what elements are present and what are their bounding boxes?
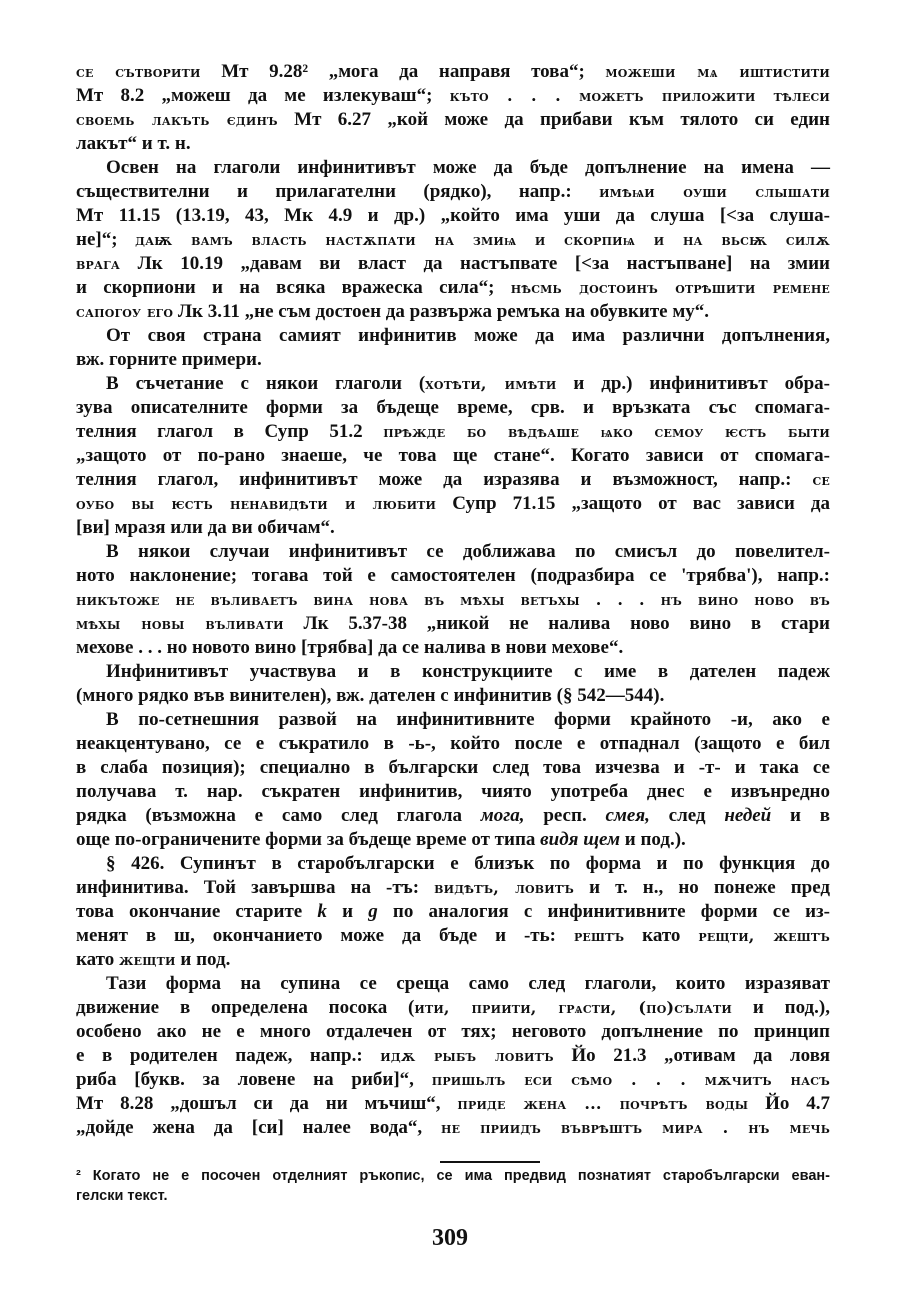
text-line [76, 708, 830, 732]
text-line [76, 132, 830, 156]
text-line [76, 756, 830, 780]
text-segment: зува описателните форми за бъдеще време, срв. и връзката със спомага- [76, 397, 830, 418]
text-segment: и скорпиони и на всяка вражеска сила“; [76, 277, 511, 298]
text-segment: § 426. Супинът в старобългарски е близък по форма и по функция до [106, 853, 830, 874]
text-segment: Йо 4.7 [748, 1093, 831, 1114]
text-segment: и в [771, 805, 830, 826]
text-segment: лакът“ и т. н. [76, 133, 191, 154]
text-segment: От своя страна самият инфинитив може да има различни допълнения, [106, 325, 830, 346]
text-segment: Мт 9.28² „мога да направя това“; [200, 61, 606, 82]
text-segment: Мт 8.2 „можеш да ме излекуваш“; [76, 85, 450, 106]
text-line [76, 684, 830, 708]
text-segment: респ. [524, 805, 606, 826]
old-bulgarian-quote: ити, приити, грѧсти, (по)сълати [414, 998, 733, 1017]
text-line [76, 396, 830, 420]
text-line [76, 540, 830, 564]
text-line [76, 948, 830, 972]
text-line [76, 876, 830, 900]
text-segment: и [326, 901, 369, 922]
text-segment: след [649, 805, 725, 826]
text-segment: Супр 71.15 „защото от вас зависи да [436, 493, 830, 514]
text-segment: особено ако не е много отдалечен от тях; неговото допълнение по принцип [76, 1021, 830, 1042]
text-line [76, 660, 830, 684]
text-line [76, 444, 830, 468]
old-bulgarian-quote: видѣтъ, ловитъ [434, 878, 574, 897]
old-bulgarian-quote: врага [76, 254, 121, 273]
old-bulgarian-quote: можеши мѧ иштистити [605, 62, 831, 81]
old-bulgarian-quote: се сътворити [76, 62, 201, 81]
text-line [76, 852, 830, 876]
old-bulgarian-quote: рещти, жештъ [698, 926, 830, 945]
text-segment: инфинитива. Той завършва на -тъ: [76, 877, 435, 898]
text-line [76, 204, 830, 228]
footnote [76, 1166, 830, 1206]
text-segment: Лк 3.11 „не съм достоен да развържа ремъка на обувките му“. [173, 301, 710, 322]
text-line [76, 300, 830, 324]
old-bulgarian-quote: идѫ рыбъ ловитъ [380, 1046, 554, 1065]
text-segment: [ви] мразя или да ви обичам“. [76, 517, 335, 538]
text-line [76, 972, 830, 996]
text-segment: Инфинитивът участвува и в конструкциите с име в дателен падеж [106, 661, 830, 682]
text-line [76, 564, 830, 588]
text-segment: рядка (възможна е само след глагола [76, 805, 481, 826]
text-segment: мехове . . . но новото вино [трябва] да се налива в нови мехове“. [76, 637, 624, 658]
text-segment: и др.) инфинитивът обра- [556, 373, 831, 394]
text-segment: Тази форма на супина се среща само след глаголи, които изразяват [106, 973, 830, 994]
text-line [76, 228, 830, 252]
text-segment: Мт 8.28 „дошъл си да ни мъчиш“, [76, 1093, 458, 1114]
text-segment: менят в ш, окончанието може да бъде и -ть: [76, 925, 574, 946]
text-segment: телния глагол, инфинитивът може да изразява и възможност, напр.: [76, 469, 813, 490]
text-segment: „дойде жена да [си] налее вода“, [76, 1117, 441, 1138]
text-line [76, 516, 830, 540]
text-segment: като [76, 949, 120, 970]
text-segment: това окончание старите [76, 901, 318, 922]
text-segment: Лк 10.19 „давам ви власт да настъпвате [<за настъпване] на змии [120, 253, 830, 274]
text-line [76, 900, 830, 924]
text-line [76, 324, 830, 348]
text-line [76, 780, 830, 804]
text-segment: по аналогия с инфинитивните форми се из- [377, 901, 830, 922]
text-segment: като [624, 925, 699, 946]
text-line [76, 1044, 830, 1068]
text-segment: Лк 5.37-38 „никой не налива ново вино в стари [283, 613, 830, 634]
text-line [76, 156, 830, 180]
text-line [76, 924, 830, 948]
text-segment: „защото от по-рано знаеше, че това ще стане“. Когато зависи от спомага- [76, 445, 830, 466]
text-line [76, 180, 830, 204]
text-segment: ² Когато не е посочен отделният ръкопис, се има предвид познатият старобългарски еван- [76, 1168, 830, 1184]
text-segment: ното наклонение; тогава той е самостоятелен (подразбира се 'трябва'), напр.: [76, 565, 830, 586]
italic-term: мога, [480, 805, 525, 826]
old-bulgarian-quote: даѭ вамъ власть настѫпати на змиѩ и скорпиѩ и на вьсѭ силѫ [135, 230, 830, 249]
old-bulgarian-quote: нѣсмь достоинъ отрѣшити ремене [510, 278, 830, 297]
italic-term: недей [724, 805, 772, 826]
text-line [76, 1020, 830, 1044]
old-bulgarian-quote: пришьлъ еси сѣмо . . . мѫчитъ насъ [431, 1070, 830, 1089]
italic-term: видя щем [540, 829, 620, 850]
old-bulgarian-quote: жещти [119, 950, 176, 969]
text-segment: Мт 6.27 „кой може да прибави към тялото си един [277, 109, 830, 130]
text-segment: и под.), [732, 997, 830, 1018]
text-segment: В някои случаи инфинитивът се доближава по смисъл до повелител- [106, 541, 830, 562]
italic-term: g [368, 901, 378, 922]
old-bulgarian-quote: не приидъ въврѣштъ мира . нъ мечь [441, 1118, 830, 1137]
text-line [76, 1116, 830, 1140]
footnote-divider [440, 1161, 540, 1163]
text-segment: неакцентувано, се е съкратило в -ь-, който после е отпаднал (защото е бил [76, 733, 830, 754]
old-bulgarian-quote: сапогоу его [76, 302, 174, 321]
text-line [76, 732, 830, 756]
old-bulgarian-quote: никътоже не въливаетъ вина нова въ мѣхы ветъхы . . . нъ вино ново въ [76, 590, 830, 609]
text-line [76, 276, 830, 300]
old-bulgarian-quote: се [812, 470, 830, 489]
text-segment: и под.). [620, 829, 686, 850]
text-line [76, 60, 830, 84]
old-bulgarian-quote: мѣхы новы въливати [76, 614, 284, 633]
text-segment: Мт 11.15 (13.19, 43, Мк 4.9 и др.) „който има уши да слуша [<за слуша- [76, 205, 830, 226]
italic-term: k [317, 901, 327, 922]
text-segment: и т. н., но понеже пред [574, 877, 830, 898]
text-segment: Освен на глаголи инфинитивът може да бъде допълнение на имена — [106, 157, 830, 178]
text-segment: движение в определена посока ( [76, 997, 415, 1018]
page-number: 309 [432, 1225, 468, 1251]
old-bulgarian-quote: имѣѩи оуши слышати [599, 182, 830, 201]
text-line [76, 1166, 830, 1186]
text-line [76, 84, 830, 108]
text-line [76, 1068, 830, 1092]
text-segment: Йо 21.3 „отивам да ловя [553, 1045, 830, 1066]
text-line [76, 1186, 830, 1206]
text-line [76, 108, 830, 132]
text-segment: В по-сетнешния развой на инфинитивните форми крайното -и, ако е [106, 709, 830, 730]
text-segment: вж. горните примери. [76, 349, 262, 370]
text-segment: телния глагол в Супр 51.2 [76, 421, 384, 442]
text-segment: (много рядко във винителен), вж. дателен с инфинитив (§ 542—544). [76, 685, 665, 706]
text-line [76, 612, 830, 636]
text-segment: В съчетание с някои глаголи ( [106, 373, 426, 394]
text-segment: е в родителен падеж, напр.: [76, 1045, 381, 1066]
old-bulgarian-quote: хотѣти, имѣти [425, 374, 557, 393]
old-bulgarian-quote: прѣжде бо вѣдѣаше ѩко семоу ѥстъ быти [383, 422, 831, 441]
text-line [76, 996, 830, 1020]
text-line [76, 468, 830, 492]
text-line [76, 1092, 830, 1116]
text-line [76, 804, 830, 828]
text-line [76, 588, 830, 612]
text-line [76, 828, 830, 852]
body-text [76, 60, 830, 1140]
text-segment: гелски текст. [76, 1188, 168, 1204]
text-line [76, 252, 830, 276]
text-line [76, 348, 830, 372]
italic-term: смея, [605, 805, 650, 826]
text-line [76, 492, 830, 516]
text-line [76, 636, 830, 660]
old-bulgarian-quote: рештъ [573, 926, 625, 945]
text-segment: получава т. нар. съкратен инфинитив, чиято употреба днес е извънредно [76, 781, 830, 802]
text-segment: и под. [175, 949, 231, 970]
text-segment: съществителни и прилагателни (рядко), напр.: [76, 181, 600, 202]
old-bulgarian-quote: своемь лакъть єдинъ [76, 110, 278, 129]
old-bulgarian-quote: приде жена ... почрѣтъ воды [457, 1094, 749, 1113]
text-segment: риба [букв. за ловене на риби]“, [76, 1069, 432, 1090]
text-segment: в слаба позиция); специално в български след това изчезва и -т- и така се [76, 757, 830, 778]
text-line [76, 372, 830, 396]
text-segment: още по-ограничените форми за бъдеще време от типа [76, 829, 541, 850]
text-segment: не]“; [76, 229, 136, 250]
old-bulgarian-quote: къто . . . можетъ приложити тѣлеси [449, 86, 831, 105]
text-line [76, 420, 830, 444]
old-bulgarian-quote: оубо вы ѥстъ ненавидѣти и любити [76, 494, 437, 513]
